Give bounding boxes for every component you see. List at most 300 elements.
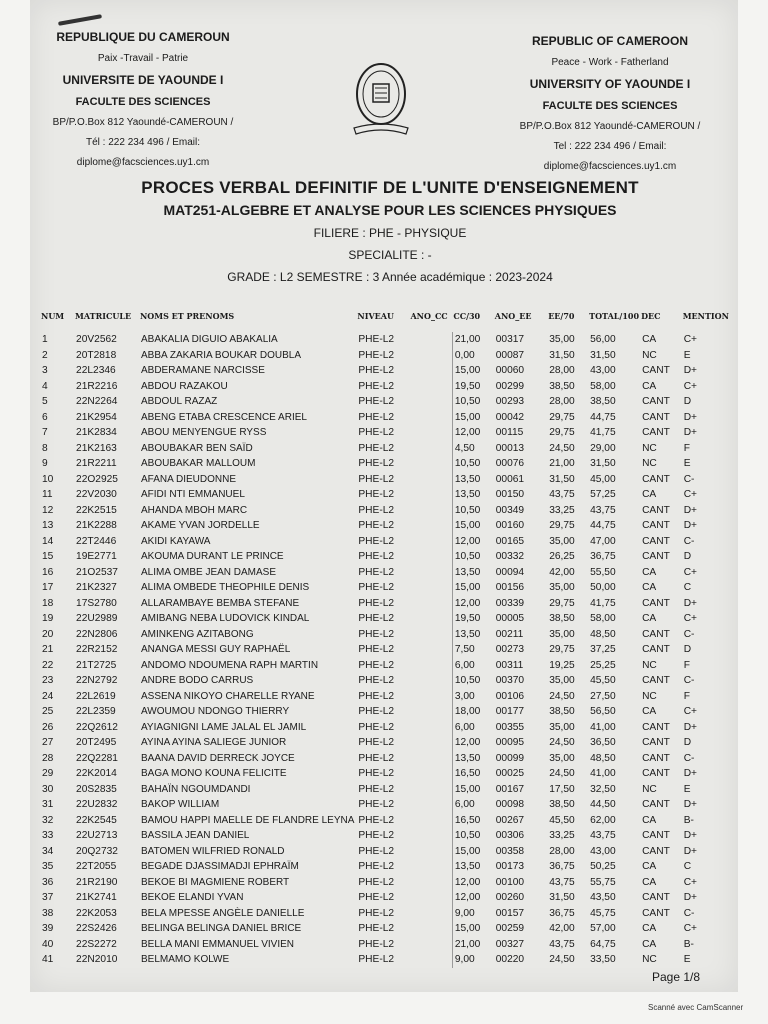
table-row [40,627,730,643]
cell-num: 23 [42,675,54,687]
cell-ano-cc [409,441,452,457]
table-row [40,766,730,782]
cell-decision: CANT [642,752,670,764]
cell-niveau: PHE-L2 [358,349,395,361]
cell-niveau: PHE-L2 [358,690,395,702]
cell-matricule: 20V2562 [76,334,117,346]
cell-ano-ee: 00220 [495,954,525,966]
cell-ano-ee: 00013 [495,442,525,454]
cell-mention: D+ [683,768,697,780]
cell-name: BAANA DAVID DERRECK JOYCE [140,752,295,764]
cell-matricule: 22R2152 [76,644,118,656]
cell-cc: 13,50 [452,859,493,875]
cell-total: 48,50 [590,752,616,764]
cell-name: ALIMA OMBE JEAN DAMASE [140,566,277,578]
cell-name: ABDOU RAZAKOU [140,380,228,392]
cell-name: AMINKENG AZITABONG [140,628,254,640]
cell-total: 37,25 [590,644,616,656]
results-table [40,300,730,968]
cell-niveau: PHE-L2 [358,675,395,687]
cell-ano-ee: 00100 [495,876,525,888]
table-row [40,673,730,689]
cell-name: BELMAMO KOLWE [140,954,230,966]
cell-ano-ee: 00165 [495,535,525,547]
cell-mention: C+ [683,489,697,501]
cell-name: AKOUMA DURANT LE PRINCE [140,551,284,563]
cell-matricule: 17S2780 [76,597,117,609]
cell-mention: C+ [683,706,697,718]
country-fr: REPUBLIQUE DU CAMEROUN [56,30,230,44]
cell-ano-cc [409,658,452,674]
cell-ano-ee: 00098 [495,799,525,811]
cell-ano-ee: 00167 [495,783,525,795]
cell-ee: 35,00 [549,721,575,733]
cell-ano-cc [409,379,452,395]
cell-name: AHANDA MBOH MARC [140,504,248,516]
cell-niveau: PHE-L2 [358,396,395,408]
cell-ee: 38,50 [549,799,575,811]
cell-total: 43,50 [590,892,616,904]
cell-niveau: PHE-L2 [358,613,395,625]
cell-ee: 31,50 [549,892,575,904]
cell-mention: C- [683,535,695,547]
cell-mention: C+ [683,380,697,392]
specialite: SPECIALITE : - [348,248,432,262]
cell-num: 32 [42,814,54,826]
address-en: BP/P.O.Box 812 Yaoundé-CAMEROUN / [519,121,701,132]
table-row [40,906,730,922]
cell-num: 29 [42,768,54,780]
cell-niveau: PHE-L2 [358,566,395,578]
cell-num: 25 [42,706,54,718]
cell-num: 11 [42,489,53,501]
cell-ano-cc [409,534,452,550]
cell-decision: CANT [642,473,670,485]
cell-cc: 12,00 [452,425,493,441]
cell-mention: E [683,783,691,795]
cell-name: ALLARAMBAYE BEMBA STEFANE [140,597,300,609]
table-row [40,720,730,736]
cell-ano-ee: 00157 [495,907,525,919]
cell-ano-cc [409,518,452,534]
cell-matricule: 22N2264 [76,396,118,408]
cell-matricule: 22L2346 [76,365,116,377]
cell-mention: D+ [683,892,697,904]
cell-name: BAHAÏN NGOUMDANDI [140,783,251,795]
filiere: FILIERE : PHE - PHYSIQUE [313,226,467,240]
cell-total: 50,00 [590,582,616,594]
cell-num: 22 [42,659,54,671]
cell-matricule: 22K2545 [76,814,117,826]
cell-num: 26 [42,721,54,733]
cell-name: ABDERAMANE NARCISSE [140,365,265,377]
table-row [40,844,730,860]
cell-num: 1 [42,334,48,346]
cell-name: BELINGA BELINGA DANIEL BRICE [140,923,302,935]
cell-ee: 29,75 [549,427,575,439]
cell-mention: D+ [683,845,697,857]
cell-total: 41,75 [590,597,616,609]
cell-niveau: PHE-L2 [358,489,395,501]
cell-matricule: 22K2515 [76,504,117,516]
cell-matricule: 22L2619 [76,690,116,702]
cell-decision: NC [642,442,657,454]
cell-ee: 38,50 [549,706,575,718]
cell-ano-cc [409,906,452,922]
cell-mention: E [683,349,691,361]
cell-cc: 4,50 [452,441,493,457]
cell-niveau: PHE-L2 [358,706,395,718]
cell-matricule: 22U2989 [76,613,118,625]
cell-niveau: PHE-L2 [358,907,395,919]
cell-decision: CA [642,706,657,718]
column-header-decision: DEC [641,311,661,321]
table-row [40,782,730,798]
cell-decision: CA [642,489,657,501]
cell-ano-ee: 00076 [495,458,525,470]
cell-ano-ee: 00025 [495,768,525,780]
cell-cc: 10,50 [452,456,493,472]
cell-decision: CANT [642,551,670,563]
cell-ano-cc [409,348,452,364]
cell-num: 33 [42,830,54,842]
cell-num: 21 [42,644,54,656]
cell-decision: CA [642,923,657,935]
cell-cc: 9,00 [452,952,493,968]
cell-ee: 35,00 [549,628,575,640]
cell-ano-cc [409,472,452,488]
cell-total: 29,00 [590,442,616,454]
cell-decision: CANT [642,675,670,687]
cell-mention: F [683,690,690,702]
cell-total: 41,00 [590,721,616,733]
cell-ano-ee: 00327 [495,938,525,950]
cell-niveau: PHE-L2 [358,551,395,563]
cell-niveau: PHE-L2 [358,535,395,547]
table-row [40,596,730,612]
cell-total: 33,50 [590,954,616,966]
cell-num: 16 [42,566,54,578]
cell-decision: NC [642,783,657,795]
cell-ano-ee: 00106 [495,690,525,702]
cell-ano-cc [409,751,452,767]
motto-en: Peace - Work - Fatherland [551,57,669,68]
cell-mention: C [683,861,692,873]
cell-cc: 16,50 [452,813,493,829]
cell-ano-ee: 00099 [495,752,525,764]
cell-niveau: PHE-L2 [358,830,395,842]
table-body [40,332,730,968]
cell-decision: CANT [642,721,670,733]
cell-name: BASSILA JEAN DANIEL [140,830,250,842]
cell-ee: 35,00 [549,535,575,547]
cell-decision: CANT [642,504,670,516]
cell-cc: 12,00 [452,890,493,906]
cell-mention: B- [683,814,694,826]
cell-ano-ee: 00095 [495,737,525,749]
cell-niveau: PHE-L2 [358,659,395,671]
cell-ee: 19,25 [549,659,575,671]
cell-decision: CANT [642,427,670,439]
cell-cc: 13,50 [452,751,493,767]
cell-total: 57,25 [590,489,616,501]
cell-decision: CA [642,861,657,873]
cell-decision: CANT [642,644,670,656]
column-header-name: NOMS ET PRENOMS [139,311,235,321]
cell-ee: 28,00 [549,365,575,377]
cell-ano-cc [409,828,452,844]
cell-total: 55,50 [590,566,616,578]
cell-name: AYIAGNIGNI LAME JALAL EL JAMIL [140,721,307,733]
cell-ano-cc [409,627,452,643]
university-en: UNIVERSITY OF YAOUNDE I [529,77,691,91]
column-header-num: NUM [41,311,65,321]
cell-cc: 9,00 [452,906,493,922]
cell-niveau: PHE-L2 [358,954,395,966]
column-header-ee: EE/70 [548,311,575,321]
cell-total: 41,75 [590,427,616,439]
cell-num: 27 [42,737,54,749]
cell-name: BELLA MANI EMMANUEL VIVIEN [140,938,294,950]
cell-total: 64,75 [590,938,616,950]
table-row [40,642,730,658]
cell-ee: 29,75 [549,411,575,423]
cell-matricule: 21K2741 [76,892,117,904]
cell-num: 20 [42,628,54,640]
cell-cc: 13,50 [452,472,493,488]
cell-name: ANANGA MESSI GUY RAPHAËL [140,644,291,656]
cell-mention: E [683,954,691,966]
cell-ano-cc [409,735,452,751]
cell-ano-ee: 00211 [495,628,524,640]
cell-niveau: PHE-L2 [358,876,395,888]
cell-ee: 35,00 [549,582,575,594]
cell-total: 58,00 [590,613,616,625]
cell-name: ABBA ZAKARIA BOUKAR DOUBLA [140,349,302,361]
cell-num: 34 [42,845,54,857]
cell-cc: 21,00 [452,332,493,348]
table-row [40,859,730,875]
cell-niveau: PHE-L2 [358,520,395,532]
cell-ano-cc [409,642,452,658]
column-header-mention: MENTION [682,311,729,321]
cell-total: 36,50 [590,737,616,749]
table-row [40,332,730,348]
cell-num: 37 [42,892,54,904]
cell-ano-ee: 00260 [495,892,525,904]
cell-ano-cc [409,673,452,689]
cell-mention: C- [683,473,695,485]
cell-ano-cc [409,456,452,472]
cell-mention: D [683,644,692,656]
cell-ano-cc [409,363,452,379]
cell-matricule: 22K2053 [76,907,117,919]
cell-ano-ee: 00370 [495,675,525,687]
cell-ano-cc [409,487,452,503]
faculty-fr: FACULTE DES SCIENCES [75,96,211,108]
cell-ano-ee: 00299 [495,380,525,392]
table-row [40,379,730,395]
cell-ee: 43,75 [549,876,575,888]
table-row [40,549,730,565]
cell-total: 57,00 [590,923,616,935]
table-row [40,611,730,627]
cell-name: ABOUBAKAR MALLOUM [140,458,256,470]
table-row [40,735,730,751]
cell-total: 43,00 [590,845,616,857]
cell-niveau: PHE-L2 [358,938,395,950]
cell-niveau: PHE-L2 [358,861,395,873]
cell-total: 43,75 [590,830,616,842]
cell-total: 56,00 [590,334,616,346]
cell-total: 44,50 [590,799,616,811]
cell-niveau: PHE-L2 [358,427,395,439]
cell-decision: CANT [642,365,670,377]
cell-total: 25,25 [590,659,616,671]
cell-cc: 18,00 [452,704,493,720]
column-header-ano-ee: ANO_EE [494,311,532,321]
cell-matricule: 22N2792 [76,675,118,687]
cell-name: ANDOMO NDOUMENA RAPH MARTIN [140,659,319,671]
table-row [40,565,730,581]
cell-mention: D+ [683,411,697,423]
motto-fr: Paix -Travail - Patrie [97,53,189,64]
cell-total: 58,00 [590,380,616,392]
cell-ee: 38,50 [549,613,575,625]
cell-mention: D+ [683,504,697,516]
table-row [40,813,730,829]
cell-cc: 21,00 [452,937,493,953]
cell-ano-ee: 00311 [495,659,524,671]
table-row [40,890,730,906]
header-right [510,34,710,181]
cell-name: AYINA AYINA SALIEGE JUNIOR [140,737,287,749]
cell-decision: CANT [642,737,670,749]
cell-cc: 13,50 [452,565,493,581]
cell-mention: D+ [683,520,697,532]
cell-cc: 12,00 [452,596,493,612]
cell-num: 14 [42,535,54,547]
cell-ee: 24,50 [549,690,575,702]
cell-matricule: 21R2190 [76,876,118,888]
faculty-en: FACULTE DES SCIENCES [542,100,678,112]
cell-ano-ee: 00173 [495,861,525,873]
cell-cc: 3,00 [452,689,493,705]
cell-mention: D+ [683,427,697,439]
cell-ano-ee: 00273 [495,644,525,656]
cell-decision: CANT [642,411,670,423]
cell-ee: 29,75 [549,597,575,609]
cell-num: 6 [42,411,48,423]
cell-mention: D+ [683,721,697,733]
cell-name: BAGA MONO KOUNA FELICITE [140,768,287,780]
table-row [40,534,730,550]
cell-matricule: 22V2030 [76,489,117,501]
cell-niveau: PHE-L2 [358,814,395,826]
cell-mention: D+ [683,365,697,377]
column-header-matricule: MATRICULE [75,311,132,321]
cell-num: 12 [42,504,54,516]
cell-total: 55,75 [590,876,616,888]
table-row [40,348,730,364]
cell-ano-cc [409,394,452,410]
cell-mention: F [683,659,690,671]
cell-mention: C+ [683,613,697,625]
cell-ano-cc [409,921,452,937]
cell-total: 41,00 [590,768,616,780]
cell-num: 5 [42,396,48,408]
table-row [40,921,730,937]
cell-ano-cc [409,937,452,953]
cell-cc: 13,50 [452,627,493,643]
cell-num: 18 [42,597,54,609]
cell-ano-cc [409,596,452,612]
cell-num: 2 [42,349,48,361]
cell-name: BAKOP WILLIAM [140,799,220,811]
cell-total: 47,00 [590,535,616,547]
cell-decision: CANT [642,830,670,842]
cell-decision: CA [642,566,657,578]
cell-ano-ee: 00061 [495,473,525,485]
cell-mention: C+ [683,334,697,346]
cell-ee: 31,50 [549,473,575,485]
cell-num: 30 [42,783,54,795]
cell-ano-ee: 00267 [495,814,525,826]
cell-decision: CA [642,380,657,392]
cell-total: 62,00 [590,814,616,826]
cell-matricule: 21R2216 [76,380,118,392]
phone-fr: Tél : 222 234 496 / Email: [86,137,200,148]
cell-total: 32,50 [590,783,616,795]
cell-ee: 35,00 [549,334,575,346]
cell-matricule: 21R2211 [76,458,117,470]
cell-total: 45,75 [590,907,616,919]
cell-decision: CANT [642,892,670,904]
cell-num: 3 [42,365,48,377]
cell-niveau: PHE-L2 [358,334,395,346]
cell-name: ASSENA NIKOYO CHARELLE RYANE [140,690,315,702]
cell-mention: D+ [683,830,697,842]
email-fr: diplome@facsciences.uy1.cm [76,157,210,168]
table-row [40,658,730,674]
cell-matricule: 20Q2732 [76,845,118,857]
cell-ano-ee: 00160 [495,520,525,532]
cell-ano-cc [409,689,452,705]
cell-num: 19 [42,613,54,625]
cell-matricule: 22T2055 [76,861,117,873]
cell-num: 9 [42,458,48,470]
cell-num: 24 [42,690,54,702]
cell-ee: 28,00 [549,396,575,408]
cell-ano-ee: 00259 [495,923,525,935]
table-row [40,937,730,953]
cell-name: BAMOU HAPPI MAELLE DE FLANDRE LEYNA [140,814,355,826]
table-row [40,704,730,720]
cell-niveau: PHE-L2 [358,721,395,733]
cell-num: 15 [42,551,54,563]
cell-decision: CANT [642,520,670,532]
column-header-ano-cc: ANO_CC [410,311,448,321]
cell-cc: 15,00 [452,921,493,937]
cell-mention: E [683,458,691,470]
cell-ee: 35,00 [549,675,575,687]
cell-matricule: 21K2327 [76,582,117,594]
cell-ano-ee: 00332 [495,551,525,563]
cell-ee: 38,50 [549,380,575,392]
cell-cc: 15,00 [452,518,493,534]
cell-mention: C+ [683,876,697,888]
cell-mention: C- [683,752,695,764]
